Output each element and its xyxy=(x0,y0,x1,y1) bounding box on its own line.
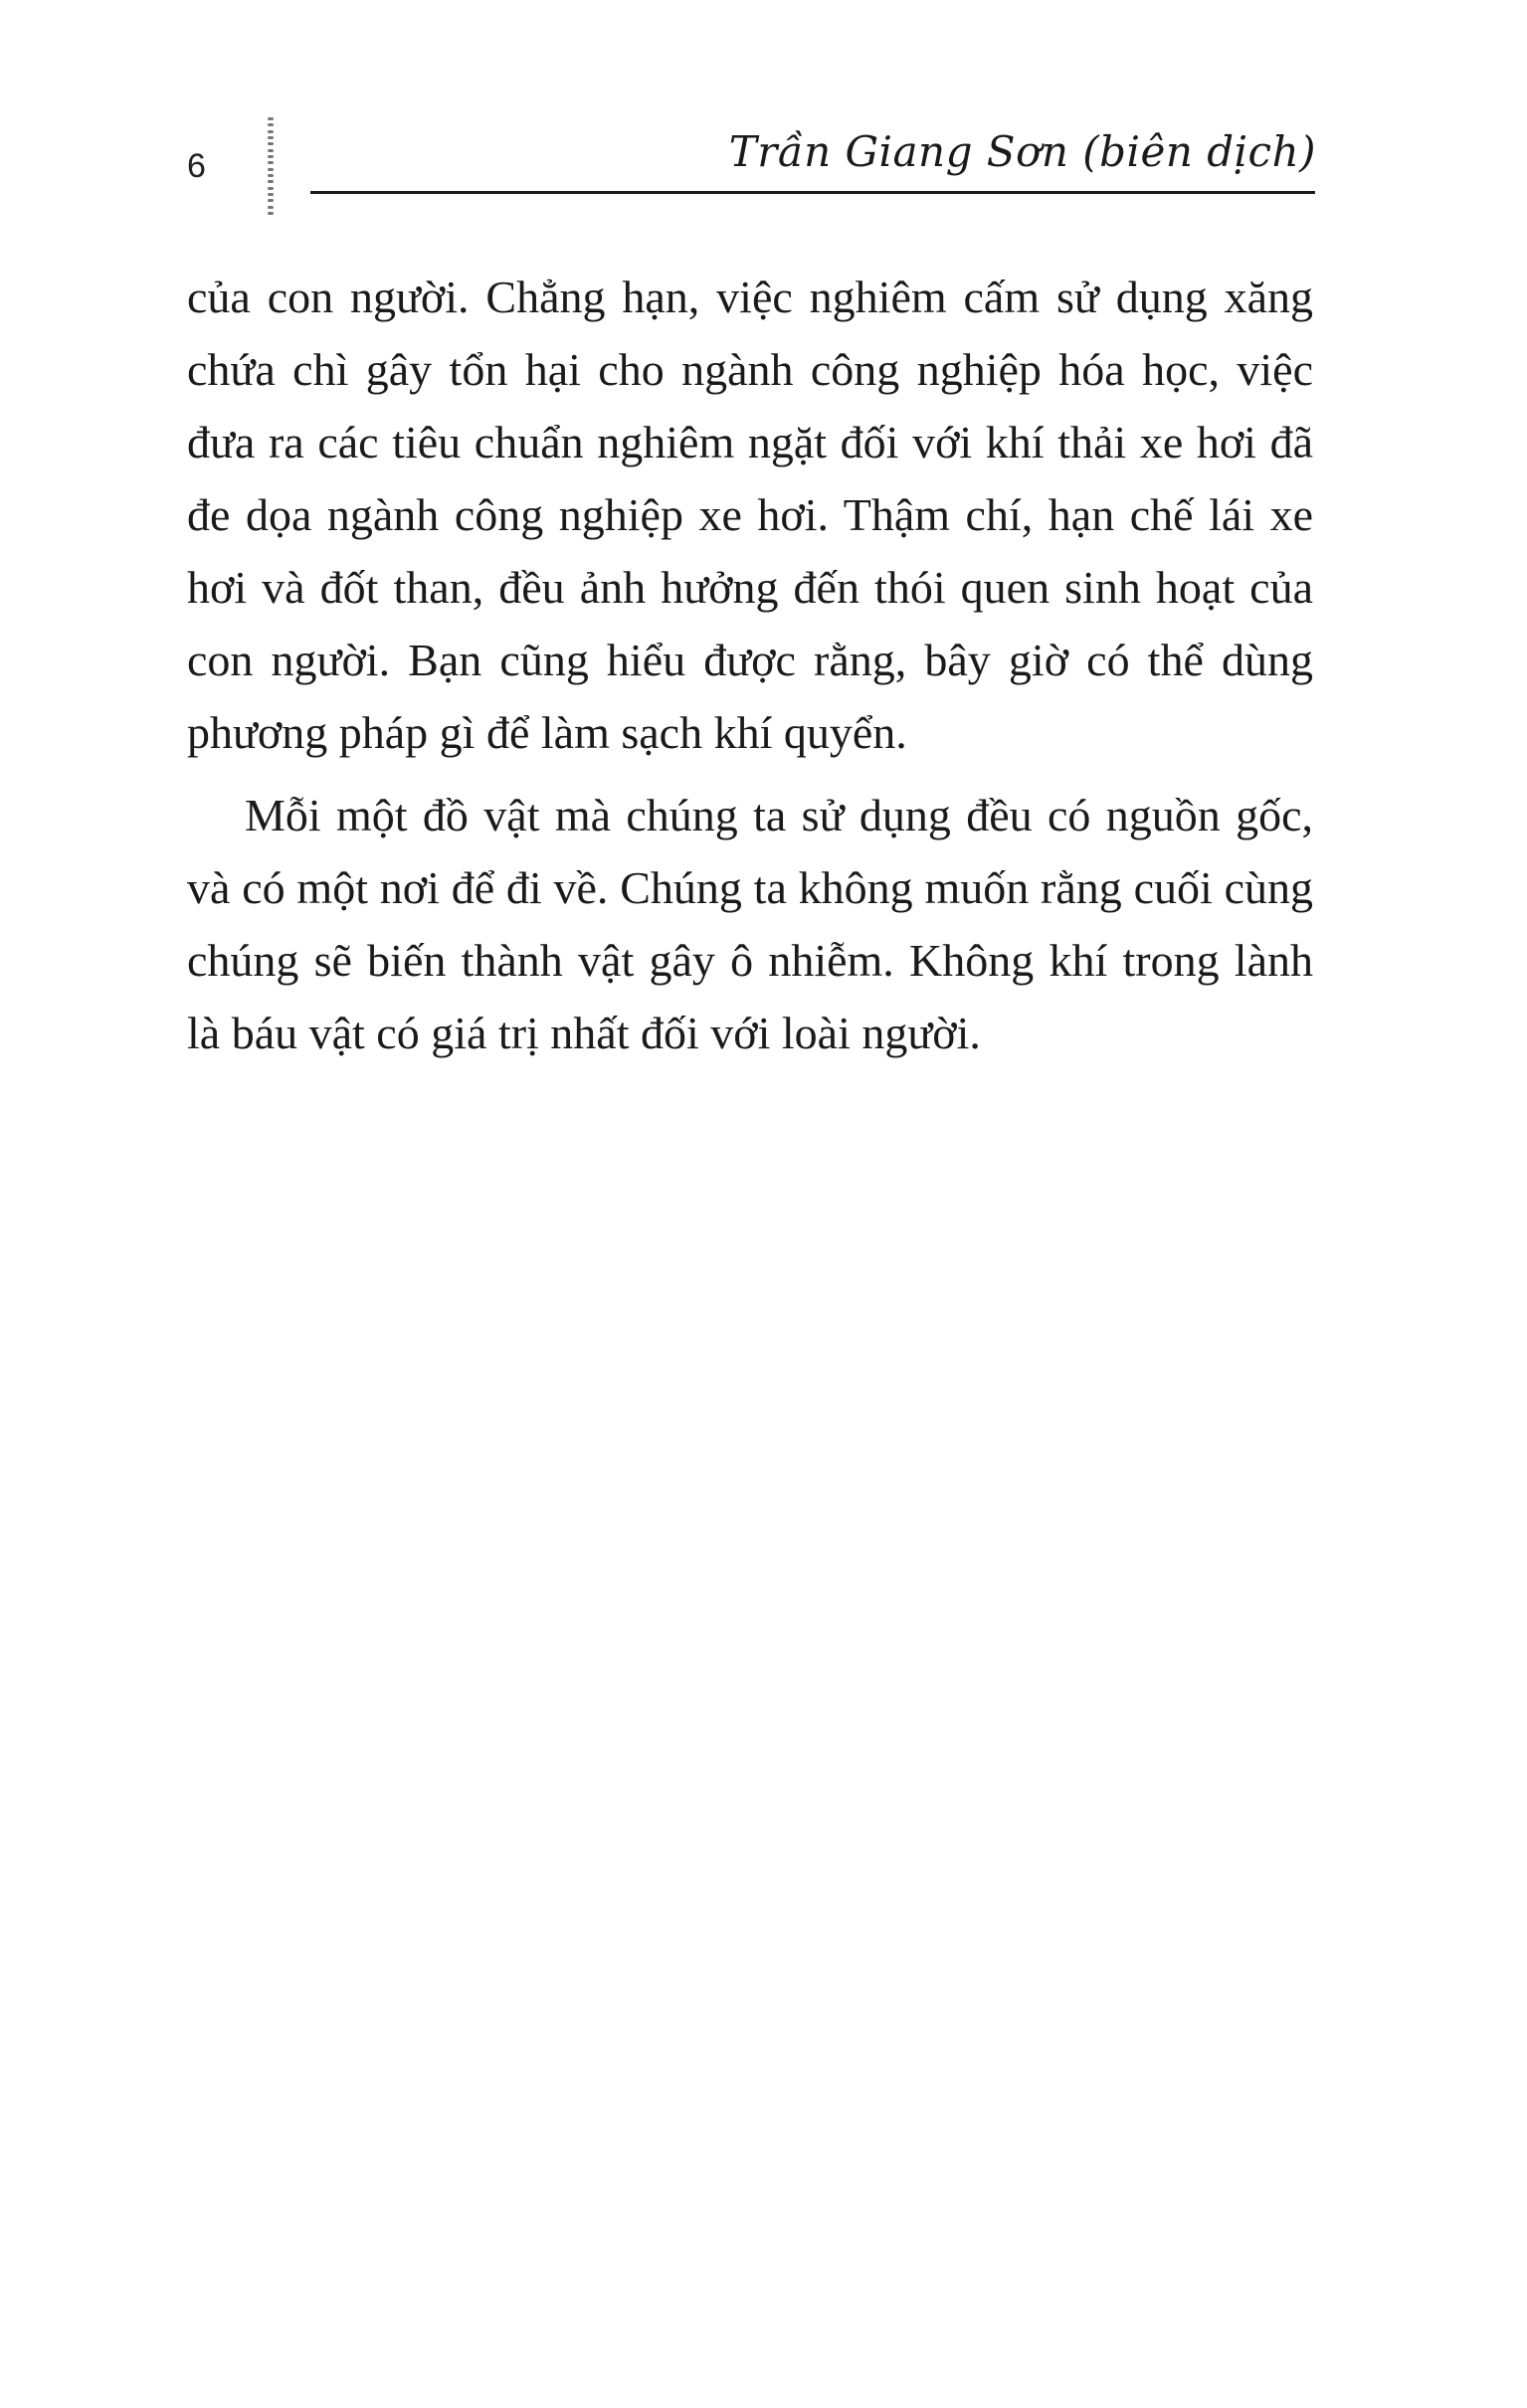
paragraph-1: của con người. Chẳng hạn, việc nghiêm cấm sử dụng xăng chứa chì gây tổn hại cho ngành công nghiệp hóa học, việc đưa ra các tiêu chuẩn nghiêm ngặt đối với khí thải xe hơi đã đe dọa ngành công nghiệp xe hơi. Thậm chí, hạn chế lái xe hơi và đốt than, đều ảnh hưởng đến thói quen sinh hoạt của con người. Bạn cũng hiểu được rằng, bây giờ có thể dùng phương pháp gì để làm sạch khí quyển. xyxy=(187,272,1313,758)
header-rule xyxy=(310,191,1315,194)
running-title: Trần Giang Sơn (biên dịch) xyxy=(728,127,1316,176)
header-ornament xyxy=(267,117,275,215)
paragraph-2: Mỗi một đồ vật mà chúng ta sử dụng đều có nguồn gốc, và có một nơi để đi về. Chúng ta không muốn rằng cuối cùng chúng sẽ biến thành vật gây ô nhiễm. Không khí trong lành là báu vật có giá trị nhất đối với loài người. xyxy=(187,790,1313,1058)
page-number: 6 xyxy=(187,147,206,185)
body-text xyxy=(187,261,1313,1069)
